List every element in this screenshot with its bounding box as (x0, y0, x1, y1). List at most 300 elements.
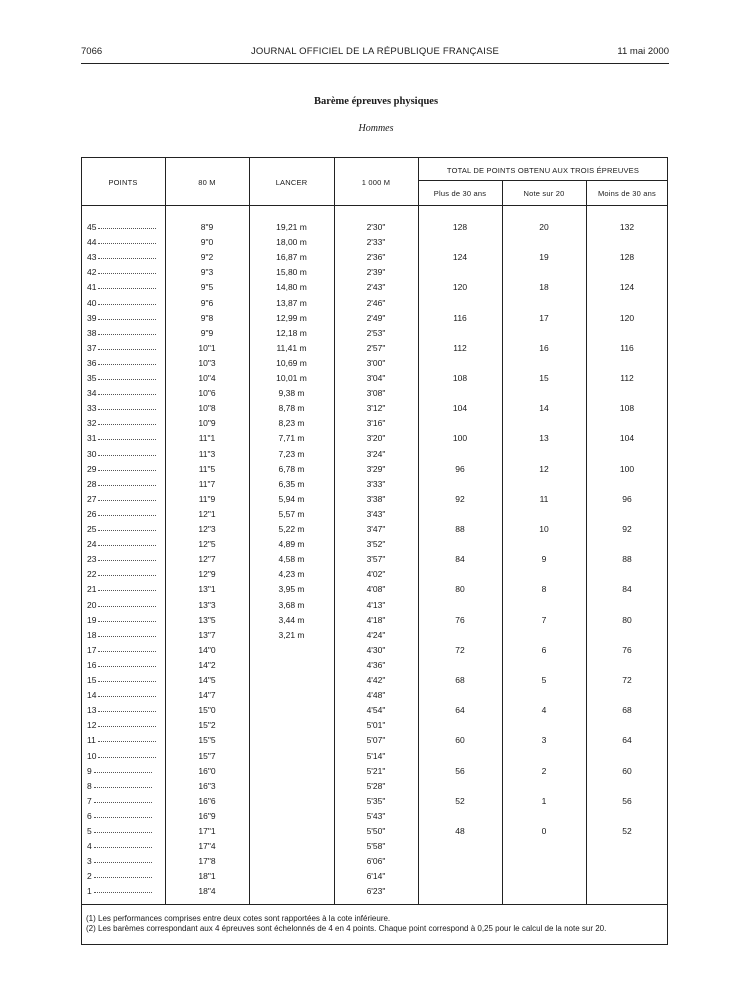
row-points (87, 645, 163, 655)
note-sur-20: 16 (539, 342, 549, 353)
dot-leader (98, 530, 156, 531)
performance-80m: 11"9 (198, 493, 216, 504)
total-moins-30: 100 (619, 463, 635, 474)
points-value: 16 (87, 659, 97, 670)
total-moins-30: 84 (622, 584, 632, 595)
performance-1000m: 4'24" (366, 629, 386, 640)
points-value: 36 (87, 357, 97, 368)
note-sur-20: 12 (539, 463, 549, 474)
total-plus-30: 96 (455, 463, 465, 474)
dot-leader (98, 394, 156, 395)
performance-80m: 15"7 (198, 750, 216, 761)
points-value: 31 (87, 433, 97, 444)
total-plus-30: 116 (453, 312, 467, 323)
dot-leader (98, 666, 156, 667)
points-value: 40 (87, 297, 97, 308)
performance-1000m: 2'46" (366, 297, 386, 308)
performance-80m: 9"8 (200, 312, 214, 323)
performance-1000m: 6'23" (366, 886, 386, 897)
performance-1000m: 3'47" (366, 524, 386, 534)
performance-80m: 10"3 (198, 357, 216, 368)
performance-1000m: 4'54" (366, 705, 386, 716)
note-sur-20: 0 (541, 826, 547, 836)
header-1000m: 1 000 M (361, 178, 391, 187)
performance-80m: 14"5 (198, 675, 216, 685)
performance-1000m: 5'14" (366, 750, 386, 761)
total-moins-30: 124 (619, 282, 635, 293)
performance-80m: 12"1 (198, 508, 216, 519)
performance-1000m: 5'01" (366, 720, 386, 731)
dot-leader (98, 424, 156, 425)
dot-leader (94, 892, 152, 893)
page-number: 7066 (81, 46, 103, 57)
row-points (87, 751, 163, 761)
total-plus-30: 72 (455, 644, 465, 655)
points-value: 10 (87, 750, 97, 761)
performance-1000m: 3'52" (366, 539, 386, 550)
performance-lancer: 12,99 m (276, 312, 307, 323)
header-80m: 80 M (198, 178, 216, 187)
dot-leader (98, 590, 156, 591)
performance-lancer: 3,95 m (278, 584, 305, 595)
dot-leader (98, 485, 156, 486)
performance-lancer: 16,87 m (276, 252, 307, 263)
total-moins-30: 52 (622, 826, 632, 836)
total-plus-30: 108 (452, 373, 468, 383)
performance-80m: 16"6 (198, 795, 216, 806)
document-title: Barème épreuves physiques (313, 96, 439, 107)
total-moins-30: 96 (622, 493, 632, 504)
performance-1000m: 4'30" (366, 644, 386, 655)
points-value: 30 (87, 448, 97, 459)
performance-80m: 12"5 (198, 539, 216, 550)
points-value: 5 (87, 826, 92, 836)
performance-lancer: 8,78 m (278, 403, 305, 414)
row-points (87, 811, 163, 821)
dot-leader (94, 787, 152, 788)
row-points (87, 418, 163, 428)
performance-80m: 9"0 (200, 237, 214, 248)
performance-80m: 8"9 (200, 222, 214, 232)
total-plus-30: 124 (452, 252, 468, 263)
dot-leader (94, 772, 152, 773)
performance-1000m: 5'35" (366, 795, 386, 806)
dot-leader (98, 228, 156, 229)
total-plus-30: 64 (455, 705, 465, 716)
performance-80m: 17"4 (198, 841, 216, 852)
points-value: 25 (87, 524, 97, 534)
note-sur-20: 8 (541, 584, 547, 595)
performance-1000m: 4'36" (366, 659, 386, 670)
dot-leader (94, 802, 152, 803)
performance-1000m: 4'08" (366, 584, 386, 595)
row-points (87, 660, 163, 670)
performance-lancer: 14,80 m (276, 282, 307, 293)
total-plus-30: 68 (455, 675, 465, 685)
total-plus-30: 80 (455, 584, 465, 595)
row-points (87, 539, 163, 549)
performance-1000m: 5'28" (366, 780, 386, 791)
performance-1000m: 6'06" (366, 856, 386, 867)
points-value: 43 (87, 252, 97, 263)
dot-leader (98, 349, 156, 350)
row-points (87, 600, 163, 610)
total-moins-30: 128 (619, 252, 635, 263)
row-points (87, 886, 163, 896)
performance-80m: 18"1 (198, 871, 216, 882)
performance-1000m: 3'16" (366, 418, 386, 429)
header-bottom-rule (81, 205, 668, 206)
total-moins-30: 56 (622, 795, 632, 806)
performance-80m: 15"2 (198, 720, 216, 731)
performance-1000m: 4'13" (366, 599, 386, 610)
dot-leader (98, 334, 156, 335)
note-sur-20: 3 (541, 735, 547, 746)
header-plus30: Plus de 30 ans (433, 189, 487, 198)
dot-leader (98, 681, 156, 682)
total-plus-30: 100 (452, 433, 468, 444)
row-points (87, 252, 163, 262)
points-value: 17 (87, 644, 97, 655)
dot-leader (98, 606, 156, 607)
row-points (87, 720, 163, 730)
row-points (87, 781, 163, 791)
header-note20: Note sur 20 (523, 189, 565, 198)
performance-80m: 12"7 (198, 554, 216, 565)
performance-lancer: 4,58 m (278, 554, 305, 565)
points-value: 14 (87, 690, 97, 701)
performance-1000m: 2'39" (366, 267, 386, 278)
row-points (87, 796, 163, 806)
dot-leader (98, 439, 156, 440)
dot-leader (94, 862, 152, 863)
performance-lancer: 3,68 m (278, 599, 305, 610)
footnotes (86, 914, 664, 934)
points-value: 42 (87, 267, 97, 278)
total-moins-30: 72 (622, 675, 632, 685)
row-points (87, 735, 163, 745)
performance-1000m: 3'24" (366, 448, 386, 459)
dot-leader (98, 696, 156, 697)
performance-80m: 10"8 (198, 403, 216, 414)
performance-lancer: 3,44 m (278, 614, 305, 625)
points-value: 13 (87, 705, 97, 716)
performance-lancer: 10,69 m (276, 357, 307, 368)
publication-date: 11 mai 2000 (617, 46, 669, 57)
total-moins-30: 120 (619, 312, 635, 323)
dot-leader (98, 711, 156, 712)
row-points (87, 282, 163, 292)
dot-leader (94, 847, 152, 848)
total-moins-30: 88 (622, 554, 632, 565)
performance-80m: 13"5 (198, 614, 216, 625)
document-subtitle: Hommes (358, 123, 394, 134)
row-points (87, 449, 163, 459)
note-sur-20: 6 (541, 644, 547, 655)
total-moins-30: 68 (622, 705, 632, 716)
performance-1000m: 5'07" (366, 735, 386, 746)
performance-1000m: 2'57" (366, 342, 386, 353)
points-value: 22 (87, 569, 97, 580)
performance-1000m: 4'18" (366, 614, 386, 625)
performance-80m: 14"7 (198, 690, 216, 701)
total-moins-30: 116 (620, 342, 634, 353)
row-points (87, 705, 163, 715)
dot-leader (98, 258, 156, 259)
dot-leader (98, 757, 156, 758)
performance-80m: 15"5 (198, 735, 216, 746)
performance-1000m: 4'02" (366, 569, 386, 580)
performance-lancer: 5,94 m (278, 493, 305, 504)
total-moins-30: 80 (622, 614, 632, 625)
points-value: 9 (87, 765, 92, 776)
points-value: 27 (87, 493, 97, 504)
row-points (87, 494, 163, 504)
performance-lancer: 6,35 m (278, 478, 305, 489)
points-value: 8 (87, 780, 92, 791)
points-value: 37 (87, 342, 97, 353)
row-points (87, 630, 163, 640)
row-points (87, 524, 163, 534)
performance-1000m: 4'48" (366, 690, 386, 701)
performance-lancer: 7,71 m (278, 433, 305, 444)
dot-leader (98, 319, 156, 320)
note-sur-20: 5 (541, 675, 547, 685)
points-value: 7 (87, 795, 92, 806)
total-moins-30: 112 (620, 373, 634, 383)
total-moins-30: 108 (619, 403, 635, 414)
performance-lancer: 9,38 m (278, 388, 305, 399)
performance-1000m: 3'33" (366, 478, 386, 489)
points-value: 45 (87, 222, 97, 232)
row-points (87, 826, 163, 836)
points-value: 28 (87, 478, 97, 489)
row-points (87, 373, 163, 383)
points-value: 20 (87, 599, 97, 610)
points-value: 2 (87, 871, 92, 882)
note-sur-20: 1 (541, 795, 547, 806)
performance-lancer: 8,23 m (278, 418, 305, 429)
performance-lancer: 3,21 m (278, 629, 305, 640)
performance-1000m: 3'08" (366, 388, 386, 399)
total-plus-30: 84 (455, 554, 465, 565)
performance-1000m: 3'29" (366, 463, 386, 474)
performance-1000m: 2'49" (366, 312, 386, 323)
row-points (87, 433, 163, 443)
points-value: 26 (87, 508, 97, 519)
points-value: 33 (87, 403, 97, 414)
note-sur-20: 18 (539, 282, 549, 293)
performance-80m: 13"7 (198, 629, 216, 640)
dot-leader (98, 636, 156, 637)
points-value: 15 (87, 675, 97, 685)
row-points (87, 509, 163, 519)
row-points (87, 343, 163, 353)
points-value: 11 (87, 735, 96, 746)
row-points (87, 479, 163, 489)
dot-leader (98, 575, 156, 576)
note-sur-20: 4 (541, 705, 547, 716)
performance-80m: 13"3 (198, 599, 216, 610)
dot-leader (98, 560, 156, 561)
dot-leader (98, 243, 156, 244)
row-points (87, 328, 163, 338)
dot-leader (98, 288, 156, 289)
points-value: 6 (87, 810, 92, 821)
dot-leader (98, 409, 156, 410)
total-moins-30: 60 (622, 765, 632, 776)
row-points (87, 675, 163, 685)
total-plus-30: 60 (455, 735, 465, 746)
performance-80m: 14"0 (198, 644, 216, 655)
row-points (87, 464, 163, 474)
performance-lancer: 6,78 m (278, 463, 305, 474)
performance-1000m: 4'42" (366, 675, 386, 685)
journal-title: JOURNAL OFFICIEL DE LA RÉPUBLIQUE FRANÇAISE (250, 46, 500, 57)
performance-80m: 16"0 (198, 765, 216, 776)
performance-1000m: 2'36" (366, 252, 386, 263)
total-plus-30: 56 (455, 765, 465, 776)
points-value: 23 (87, 554, 97, 565)
performance-80m: 9"6 (200, 297, 214, 308)
performance-80m: 12"9 (198, 569, 216, 580)
dot-leader (98, 621, 156, 622)
performance-1000m: 5'58" (366, 841, 386, 852)
performance-80m: 11"3 (198, 448, 216, 459)
points-value: 4 (87, 841, 92, 852)
points-value: 38 (87, 327, 97, 338)
performance-lancer: 4,23 m (278, 569, 305, 580)
performance-lancer: 4,89 m (278, 539, 305, 550)
points-value: 19 (87, 614, 97, 625)
dot-leader (98, 379, 156, 380)
performance-80m: 9"2 (200, 252, 214, 263)
dot-leader (98, 455, 156, 456)
total-plus-30: 128 (452, 222, 468, 232)
points-value: 35 (87, 373, 97, 383)
dot-leader (98, 500, 156, 501)
points-value: 41 (87, 282, 97, 293)
row-points (87, 615, 163, 625)
points-value: 24 (87, 539, 97, 550)
performance-80m: 10"9 (198, 418, 216, 429)
row-points (87, 856, 163, 866)
dot-leader (98, 545, 156, 546)
dot-leader (98, 470, 156, 471)
performance-80m: 17"1 (198, 826, 216, 836)
performance-1000m: 5'50" (366, 826, 386, 836)
performance-80m: 14"2 (198, 659, 216, 670)
performance-1000m: 3'43" (366, 508, 386, 519)
note-sur-20: 13 (539, 433, 549, 444)
performance-lancer: 10,01 m (276, 373, 307, 383)
note-sur-20: 17 (539, 312, 549, 323)
header-total: TOTAL DE POINTS OBTENU AUX TROIS ÉPREUVES (446, 166, 640, 175)
note-sur-20: 19 (539, 252, 549, 263)
points-value: 32 (87, 418, 97, 429)
points-value: 29 (87, 463, 97, 474)
performance-1000m: 3'57" (366, 554, 386, 565)
performance-80m: 12"3 (198, 524, 216, 534)
points-value: 44 (87, 237, 97, 248)
row-points (87, 388, 163, 398)
performance-80m: 13"1 (198, 584, 216, 595)
total-plus-30: 76 (455, 614, 465, 625)
total-moins-30: 92 (622, 524, 632, 534)
performance-80m: 11"5 (198, 463, 216, 474)
performance-1000m: 5'21" (366, 765, 386, 776)
total-moins-30: 132 (619, 222, 635, 232)
footnote-2: (2) Les barèmes correspondant aux 4 épreuves sont échelonnés de 4 en 4 points. Chaque point correspond à 0,25 pour le calcul de la note sur 20. (86, 924, 607, 933)
dot-leader (98, 304, 156, 305)
row-points (87, 690, 163, 700)
performance-80m: 11"7 (198, 478, 216, 489)
dot-leader (98, 651, 156, 652)
total-moins-30: 76 (622, 644, 632, 655)
performance-80m: 18"4 (198, 886, 216, 897)
performance-1000m: 5'43" (366, 810, 386, 821)
performance-lancer: 11,41 m (276, 342, 307, 353)
points-value: 39 (87, 312, 97, 323)
total-moins-30: 64 (622, 735, 632, 746)
row-points (87, 237, 163, 247)
performance-lancer: 7,23 m (278, 448, 305, 459)
performance-lancer: 5,57 m (278, 508, 305, 519)
page-header (81, 46, 669, 60)
performance-80m: 10"4 (198, 373, 216, 383)
performance-80m: 15"0 (198, 705, 216, 716)
header-rule (81, 63, 669, 64)
row-points (87, 358, 163, 368)
performance-80m: 16"9 (198, 810, 216, 821)
performance-lancer: 18,00 m (276, 237, 307, 248)
total-moins-30: 104 (619, 433, 635, 444)
row-points (87, 584, 163, 594)
row-points (87, 403, 163, 413)
performance-80m: 9"5 (200, 282, 214, 293)
dot-leader (94, 832, 152, 833)
performance-1000m: 3'38" (366, 493, 386, 504)
dot-leader (94, 817, 152, 818)
note-sur-20: 11 (539, 493, 549, 504)
dot-leader (98, 726, 156, 727)
row-points (87, 313, 163, 323)
footnote-1: (1) Les performances comprises entre deux cotes sont rapportées à la cote inférieure. (86, 914, 391, 923)
performance-80m: 10"1 (198, 342, 216, 353)
row-points (87, 871, 163, 881)
performance-lancer: 13,87 m (276, 297, 307, 308)
note-sur-20: 20 (539, 222, 549, 232)
total-plus-30: 48 (455, 826, 465, 836)
points-value: 21 (87, 584, 97, 595)
total-plus-30: 112 (453, 342, 467, 353)
total-plus-30: 92 (455, 493, 465, 504)
note-sur-20: 14 (539, 403, 549, 414)
performance-1000m: 2'33" (366, 237, 386, 248)
performance-1000m: 3'20" (366, 433, 386, 444)
performance-lancer: 12,18 m (276, 327, 307, 338)
total-plus-30: 120 (452, 282, 468, 293)
performance-lancer: 15,80 m (276, 267, 307, 278)
performance-1000m: 3'04" (366, 373, 386, 383)
points-value: 12 (87, 720, 97, 731)
note-sur-20: 9 (541, 554, 547, 565)
note-sur-20: 10 (539, 524, 549, 534)
row-points (87, 766, 163, 776)
total-plus-30: 52 (455, 795, 465, 806)
header-lancer: LANCER (275, 178, 308, 187)
total-plus-30: 88 (455, 524, 465, 534)
